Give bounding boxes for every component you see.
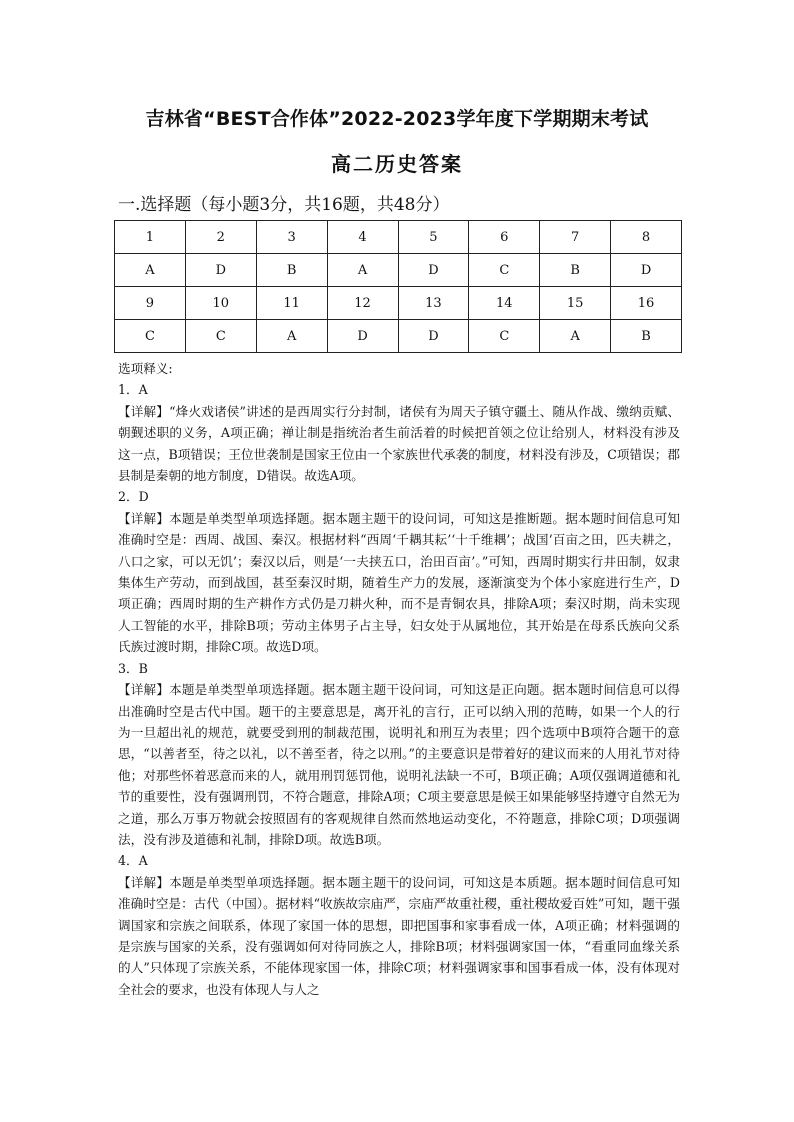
question-1-number: 1．A — [118, 382, 148, 398]
question-4-number: 4．A — [118, 853, 148, 869]
answer-subtitle: 高二历史答案 — [331, 152, 463, 176]
answer-letter-cell: C — [185, 320, 256, 353]
answer-letter-cell: A — [540, 320, 611, 353]
question-number-cell: 2 — [185, 221, 256, 254]
question-number-cell: 10 — [185, 287, 256, 320]
question-number-cell: 9 — [115, 287, 186, 320]
question-number-cell: 16 — [611, 287, 682, 320]
explanations-heading: 选项释义: — [118, 361, 173, 376]
question-1-explanation: 【详解】“烽火戏诸侯”讲述的是西周实行分封制，诸侯有为周天子镇守疆土、随从作战、缴纳贡赋、朝觐述职的义务，A项正确；禅让制是指统治者生前活着的时候把首领之位让给别人，材料没有涉及这一点，B项错误；王位世袭制是国家王位由一个家族世代承袭的制度，材料没有涉及，C项错误；郡县制是秦朝的地方制度，D错误。故选A项。 — [118, 403, 680, 484]
answer-letter-cell: D — [185, 254, 256, 287]
answer-letter-cell: C — [469, 320, 540, 353]
question-number-cell: 13 — [398, 287, 469, 320]
explanations-section — [118, 358, 680, 1000]
answer-letter-cell: B — [611, 320, 682, 353]
exam-title: 吉林省“BEST合作体”2022-2023学年度下学期期末考试 — [145, 108, 649, 130]
question-2-explanation: 【详解】本题是单类型单项选择题。据本题主题干的设问词，可知这是推断题。据本题时间信息可知准确时空是：西周、战国、秦汉。根据材料“西周‘千耦其耘’‘十千维耦’；战国‘百亩之田，匹夫耕之，八口之家，可以无饥’；秦汉以后，则是‘一夫挟五口，治田百亩’。”可知，西周时期实行井田制，奴隶集体生产劳动，而到战国，甚至秦汉时期，随着生产力的发展，逐渐演变为个体小家庭进行生产，D项正确；西周时期的生产耕作方式仍是刀耕火种，而不是青铜农具，排除A项；秦汉时期，尚未实现人工智能的水平，排除B项；劳动主体男子占主导，妇女处于从属地位，其开始是在母系氏族向父系氏族过渡时期，排除C项。故选D项。 — [118, 510, 680, 655]
question-4-explanation: 【详解】本题是单类型单项选择题。据本题主题干的设问词，可知这是本质题。据本题时间信息可知准确时空是：古代（中国）。据材料“收族故宗庙严，宗庙严故重社稷，重社稷故爱百姓”可知，题干强调国家和宗族之间联系，体现了家国一体的思想，即把国事和家事看成一体，A项正确；材料强调的是宗族与国家的关系，没有强调如何对待同族之人，排除B项；材料强调家国一体，“看重同血缘关系的人”只体现了宗族关系，不能体现家国一体，排除C项；材料强调家事和国事看成一体，没有体现对全社会的要求，也没有体现人与人之 — [118, 874, 680, 997]
answer-table-body — [115, 221, 682, 353]
question-number-cell: 4 — [327, 221, 398, 254]
answer-table-row — [115, 320, 682, 353]
answer-letter-cell: C — [469, 254, 540, 287]
answer-table — [114, 220, 682, 353]
answer-table-row — [115, 254, 682, 287]
answer-letter-cell: A — [327, 254, 398, 287]
question-number-cell: 11 — [256, 287, 327, 320]
question-number-cell: 7 — [540, 221, 611, 254]
question-number-cell: 3 — [256, 221, 327, 254]
answer-letter-cell: D — [327, 320, 398, 353]
answer-table-row — [115, 287, 682, 320]
answer-letter-cell: B — [256, 254, 327, 287]
question-number-cell: 8 — [611, 221, 682, 254]
answer-letter-cell: D — [398, 320, 469, 353]
answer-letter-cell: C — [115, 320, 186, 353]
section-heading-multiple-choice: 一.选择题（每小题3分，共16题，共48分） — [118, 195, 450, 215]
question-3-explanation: 【详解】本题是单类型单项选择题。据本题主题干设问词，可知这是正向题。据本题时间信息可以得出准确时空是古代中国。题干的主要意思是，离开礼的言行，正可以纳入刑的范畴，如果一个人的行为一旦超出礼的规范，就要受到刑的制裁范围，说明礼和刑互为表里；四个选项中B项符合题干的意思，“以善者至，待之以礼，以不善至者，待之以刑。”的主要意识是带着好的建议而来的人用礼节对待他；对那些怀着恶意而来的人，就用刑罚惩罚他，说明礼法缺一不可，B项正确；A项仅强调道德和礼节的重要性，没有强调刑罚，不符合题意，排除A项；C项主要意思是候王如果能够坚持遵守自然无为之道，那么万事万物就会按照固有的客观规律自然而然地运动变化，不符题意，排除C项；D项强调法，没有涉及道德和礼制，排除D项。故选B项。 — [118, 682, 680, 847]
question-number-cell: 12 — [327, 287, 398, 320]
question-2-number: 2．D — [118, 489, 149, 505]
question-3-number: 3．B — [118, 660, 148, 676]
answer-letter-cell: A — [115, 254, 186, 287]
question-number-cell: 6 — [469, 221, 540, 254]
answer-letter-cell: D — [611, 254, 682, 287]
answer-letter-cell: B — [540, 254, 611, 287]
answer-letter-cell: D — [398, 254, 469, 287]
question-number-cell: 1 — [115, 221, 186, 254]
question-number-cell: 14 — [469, 287, 540, 320]
answer-letter-cell: A — [256, 320, 327, 353]
question-number-cell: 15 — [540, 287, 611, 320]
question-number-cell: 5 — [398, 221, 469, 254]
answer-table-row — [115, 221, 682, 254]
